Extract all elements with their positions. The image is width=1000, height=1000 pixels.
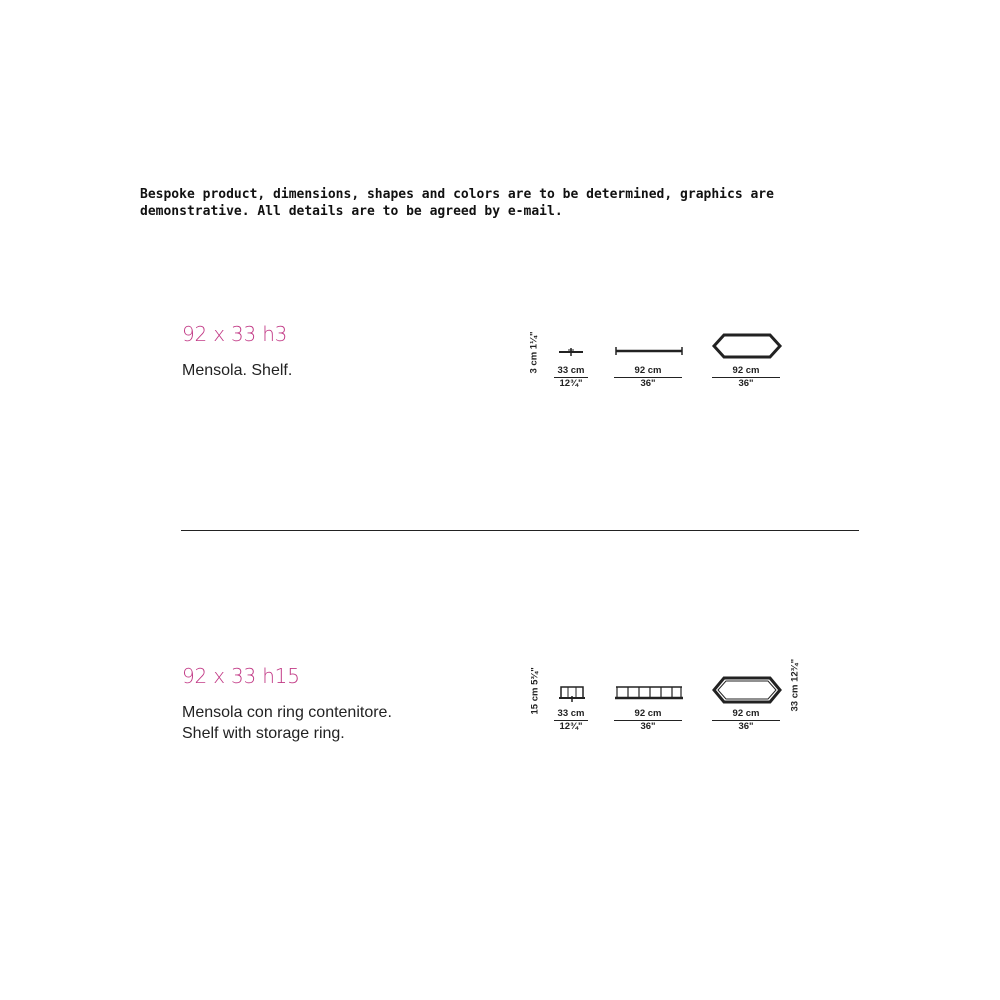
side-view-drawing <box>558 684 586 702</box>
description-line: Mensola. Shelf. <box>182 362 293 379</box>
product-description <box>182 360 292 381</box>
description-line: Mensola con ring contenitore. <box>182 704 392 721</box>
top-view-drawing <box>712 333 782 359</box>
height-dimension: 3 cm 1¼" <box>528 331 540 374</box>
product-code: 92 x 33 h15 <box>182 664 300 688</box>
height-dimension: 15 cm 5¾" <box>529 667 541 715</box>
product-code: 92 x 33 h3 <box>182 322 288 346</box>
disclaimer-note <box>140 186 780 220</box>
front-dimension: 92 cm 36" <box>614 365 682 389</box>
depth-dimension: 33 cm 12¾" <box>789 658 801 712</box>
front-view-drawing <box>614 344 684 358</box>
disclaimer-line-2: demonstrative. All details are to be agreed by e-mail. <box>140 204 563 219</box>
side-dimension: 33 cm 12¾" <box>554 365 588 389</box>
disclaimer-line-1: Bespoke product, dimensions, shapes and colors are to be determined, graphics are <box>140 187 774 202</box>
section-divider <box>181 530 859 531</box>
top-dimension: 92 cm 36" <box>712 708 780 732</box>
front-dimension: 92 cm 36" <box>614 708 682 732</box>
description-line: Shelf with storage ring. <box>182 725 345 742</box>
front-view-drawing <box>614 684 684 702</box>
side-view-drawing <box>556 344 586 360</box>
side-dimension: 33 cm 12¾" <box>554 708 588 732</box>
product-description <box>182 702 392 744</box>
top-view-drawing <box>712 676 782 704</box>
top-dimension: 92 cm 36" <box>712 365 780 389</box>
